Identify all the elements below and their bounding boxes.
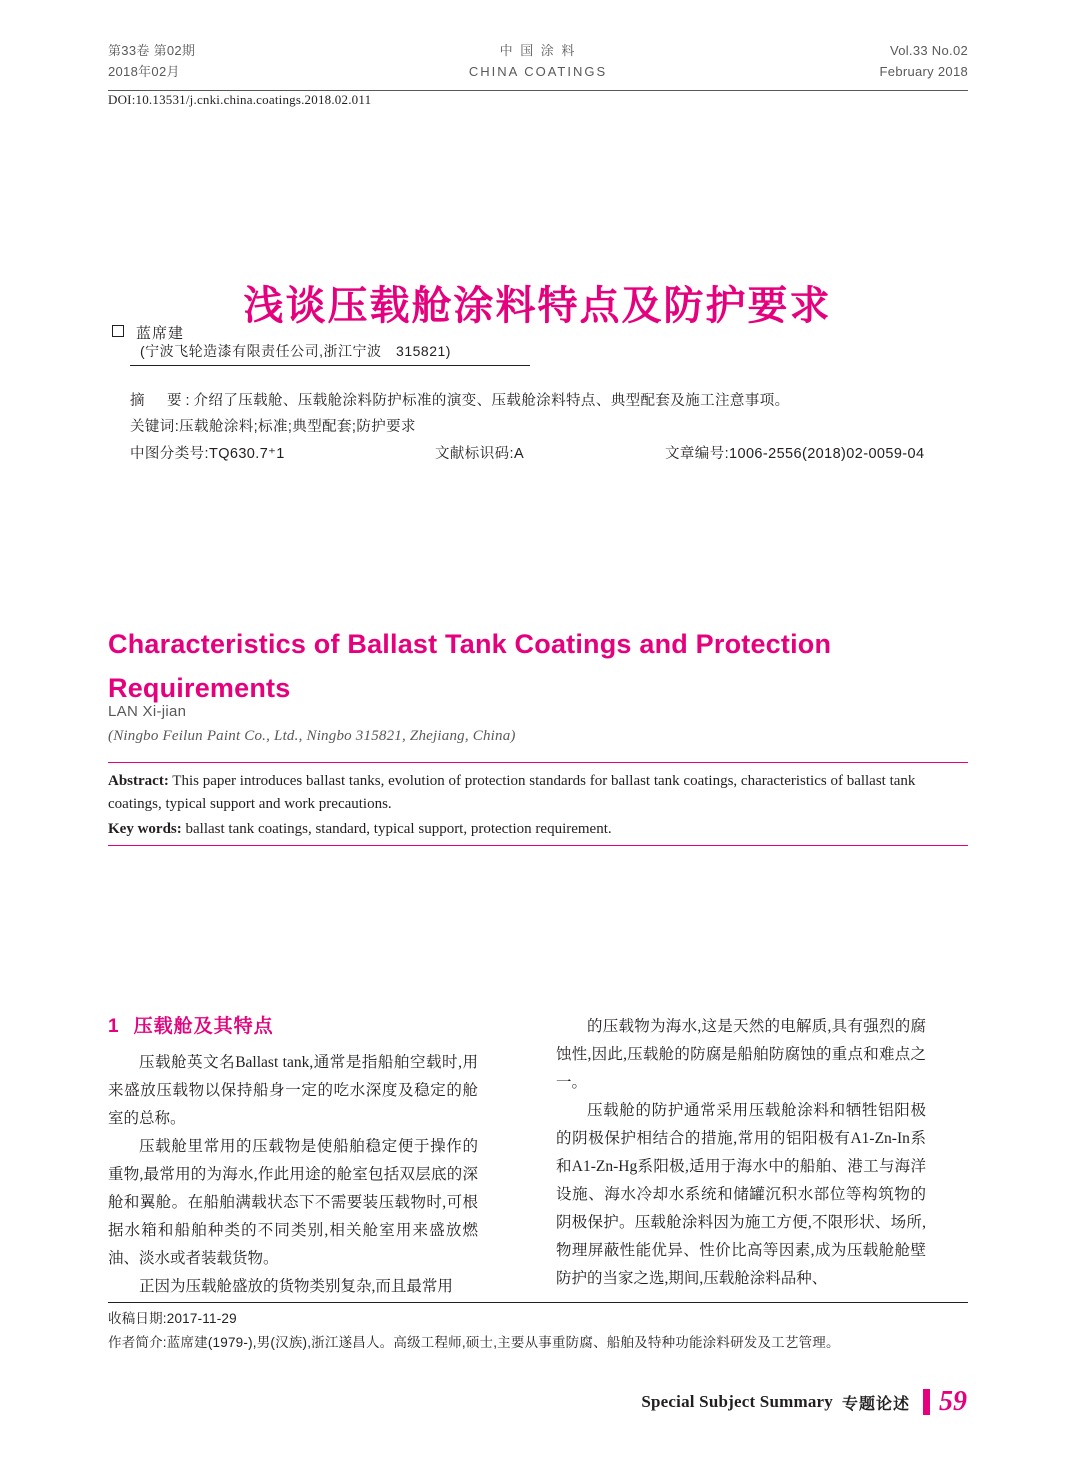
keywords-cn-line bbox=[130, 414, 950, 440]
paragraph: 的压载物为海水,这是天然的电解质,具有强烈的腐蚀性,因此,压载舱的防腐是船舶防腐蚀的重点和难点之一。 bbox=[556, 1018, 926, 1091]
running-head bbox=[108, 40, 968, 84]
header-volume-cn: 第33卷 第02期 bbox=[108, 43, 196, 58]
journal-name-cn: 中 国 涂 料 bbox=[499, 43, 577, 58]
header-center bbox=[469, 40, 607, 82]
body-column-left bbox=[108, 1013, 478, 1301]
abstract-block-en bbox=[108, 770, 968, 816]
author-bio-line bbox=[108, 1331, 988, 1355]
doccode-value: A bbox=[513, 446, 525, 462]
author-name-cn: 蓝席建 bbox=[136, 325, 185, 342]
footnote-block bbox=[108, 1307, 988, 1355]
abstract-en-text: This paper introduces ballast tanks, evolution of protection standards for ballast tank coatings, characteristics of ballast tank coatings, typical support and work precautions. bbox=[108, 773, 916, 812]
paragraph: 压载舱英文名Ballast tank,通常是指船舶空载时,用来盛放压载物以保持船身一定的吃水深度及稳定的舱室的总称。 bbox=[108, 1054, 478, 1127]
doccode-group bbox=[435, 442, 524, 463]
clc-label: 中图分类号: bbox=[130, 446, 209, 462]
keywords-en-label: Key words: bbox=[108, 821, 182, 837]
artno-group bbox=[665, 442, 924, 463]
paragraph: 压载舱的防护通常采用压载舱涂料和牺牲铝阳极的阴极保护相结合的措施,常用的铝阳极有A1-Zn-In系和A1-Zn-Hg系阳极,适用于海水中的船舶、港工与海洋设施、海水冷却水系统和储罐沉积水部位等构筑物的阴极保护。压载舱涂料因为施工方便,不限形状、场所,物理屏蔽性能优异、性价比高等因素,成为压载舱舱壁防护的当家之选,期间,压载舱涂料品种、 bbox=[556, 1102, 926, 1287]
affiliation-cn: (宁波飞轮造漆有限责任公司,浙江宁波 315821) bbox=[140, 343, 451, 359]
footer-accent-bar bbox=[923, 1389, 930, 1415]
author-line-cn bbox=[112, 322, 184, 343]
clc-group bbox=[130, 442, 285, 463]
abstract-block-cn bbox=[130, 388, 950, 440]
keywords-cn-text: 压载舱涂料;标准;典型配套;防护要求 bbox=[179, 419, 416, 435]
page-number: 59 bbox=[939, 1386, 967, 1417]
abstract-cn-text: 介绍了压载舱、压载舱涂料防护标准的演变、压载舱涂料特点、典型配套及施工注意事项。 bbox=[193, 393, 790, 409]
abstract-cn-label: 摘 要: bbox=[130, 393, 194, 409]
paragraph: 压载舱里常用的压载物是使船舶稳定便于操作的重物,最常用的为海水,作此用途的舱室包括双层底的深舱和翼舱。在船舶满载状态下不需要装压载物时,可根据水箱和船舶种类的不同类别,相关舱室用来盛放燃油、淡水或者装载货物。 bbox=[108, 1138, 478, 1267]
section-heading bbox=[108, 1013, 478, 1041]
affiliation-en: (Ningbo Feilun Paint Co., Ltd., Ningbo 315821, Zhejiang, China) bbox=[108, 728, 516, 744]
page-title-en: Characteristics of Ballast Tank Coatings and Protection Requirements bbox=[108, 629, 832, 704]
abstract-en-label: Abstract: bbox=[108, 773, 169, 789]
section-number: 1 bbox=[108, 1016, 120, 1037]
abstract-cn-line bbox=[130, 388, 950, 414]
journal-name-en: CHINA COATINGS bbox=[468, 64, 608, 79]
artno-value: 1006-2556(2018)02-0059-04 bbox=[729, 446, 925, 462]
author-name-en: LAN Xi-jian bbox=[108, 703, 187, 720]
header-left bbox=[108, 40, 195, 82]
affiliation-underline bbox=[130, 365, 530, 366]
header-right bbox=[880, 40, 968, 82]
received-value: 2017-11-29 bbox=[166, 1311, 237, 1326]
abstract-en-rule-top bbox=[108, 762, 968, 763]
footnote-divider bbox=[108, 1302, 968, 1303]
keywords-en-text: ballast tank coatings, standard, typical support, protection requirement. bbox=[181, 821, 612, 837]
footer-section-en: Special Subject Summary bbox=[641, 1392, 833, 1411]
bio-label: 作者简介: bbox=[108, 1335, 167, 1350]
clc-value: TQ630.7⁺1 bbox=[208, 446, 285, 462]
paragraph: 正因为压载舱盛放的货物类别复杂,而且最常用 bbox=[139, 1278, 453, 1295]
keywords-cn-label: 关键词: bbox=[130, 419, 180, 435]
received-date-line bbox=[108, 1307, 988, 1331]
header-date-en: February 2018 bbox=[879, 64, 968, 79]
footer-section-cn: 专题论述 bbox=[841, 1395, 910, 1413]
doi-text: DOI:10.13531/j.cnki.china.coatings.2018.02.011 bbox=[108, 92, 372, 107]
artno-label: 文章编号: bbox=[665, 446, 730, 462]
header-volume-en: Vol.33 No.02 bbox=[889, 43, 968, 58]
header-date-cn: 2018年02月 bbox=[108, 64, 180, 79]
header-divider bbox=[108, 90, 968, 91]
abstract-en-rule-bottom bbox=[108, 845, 968, 846]
doccode-label: 文献标识码: bbox=[435, 446, 514, 462]
bio-value: 蓝席建(1979-),男(汉族),浙江遂昌人。高级工程师,硕士,主要从事重防腐、船舶及特种功能涂料研发及工艺管理。 bbox=[166, 1335, 840, 1350]
section-title: 压载舱及其特点 bbox=[133, 1016, 274, 1037]
body-column-right bbox=[556, 1013, 926, 1293]
received-label: 收稿日期: bbox=[108, 1311, 167, 1326]
author-marker-icon bbox=[112, 325, 124, 337]
page-footer bbox=[641, 1386, 967, 1418]
page-title-cn: 浅谈压载舱涂料特点及防护要求 bbox=[243, 283, 832, 328]
keywords-block-en bbox=[108, 818, 968, 841]
